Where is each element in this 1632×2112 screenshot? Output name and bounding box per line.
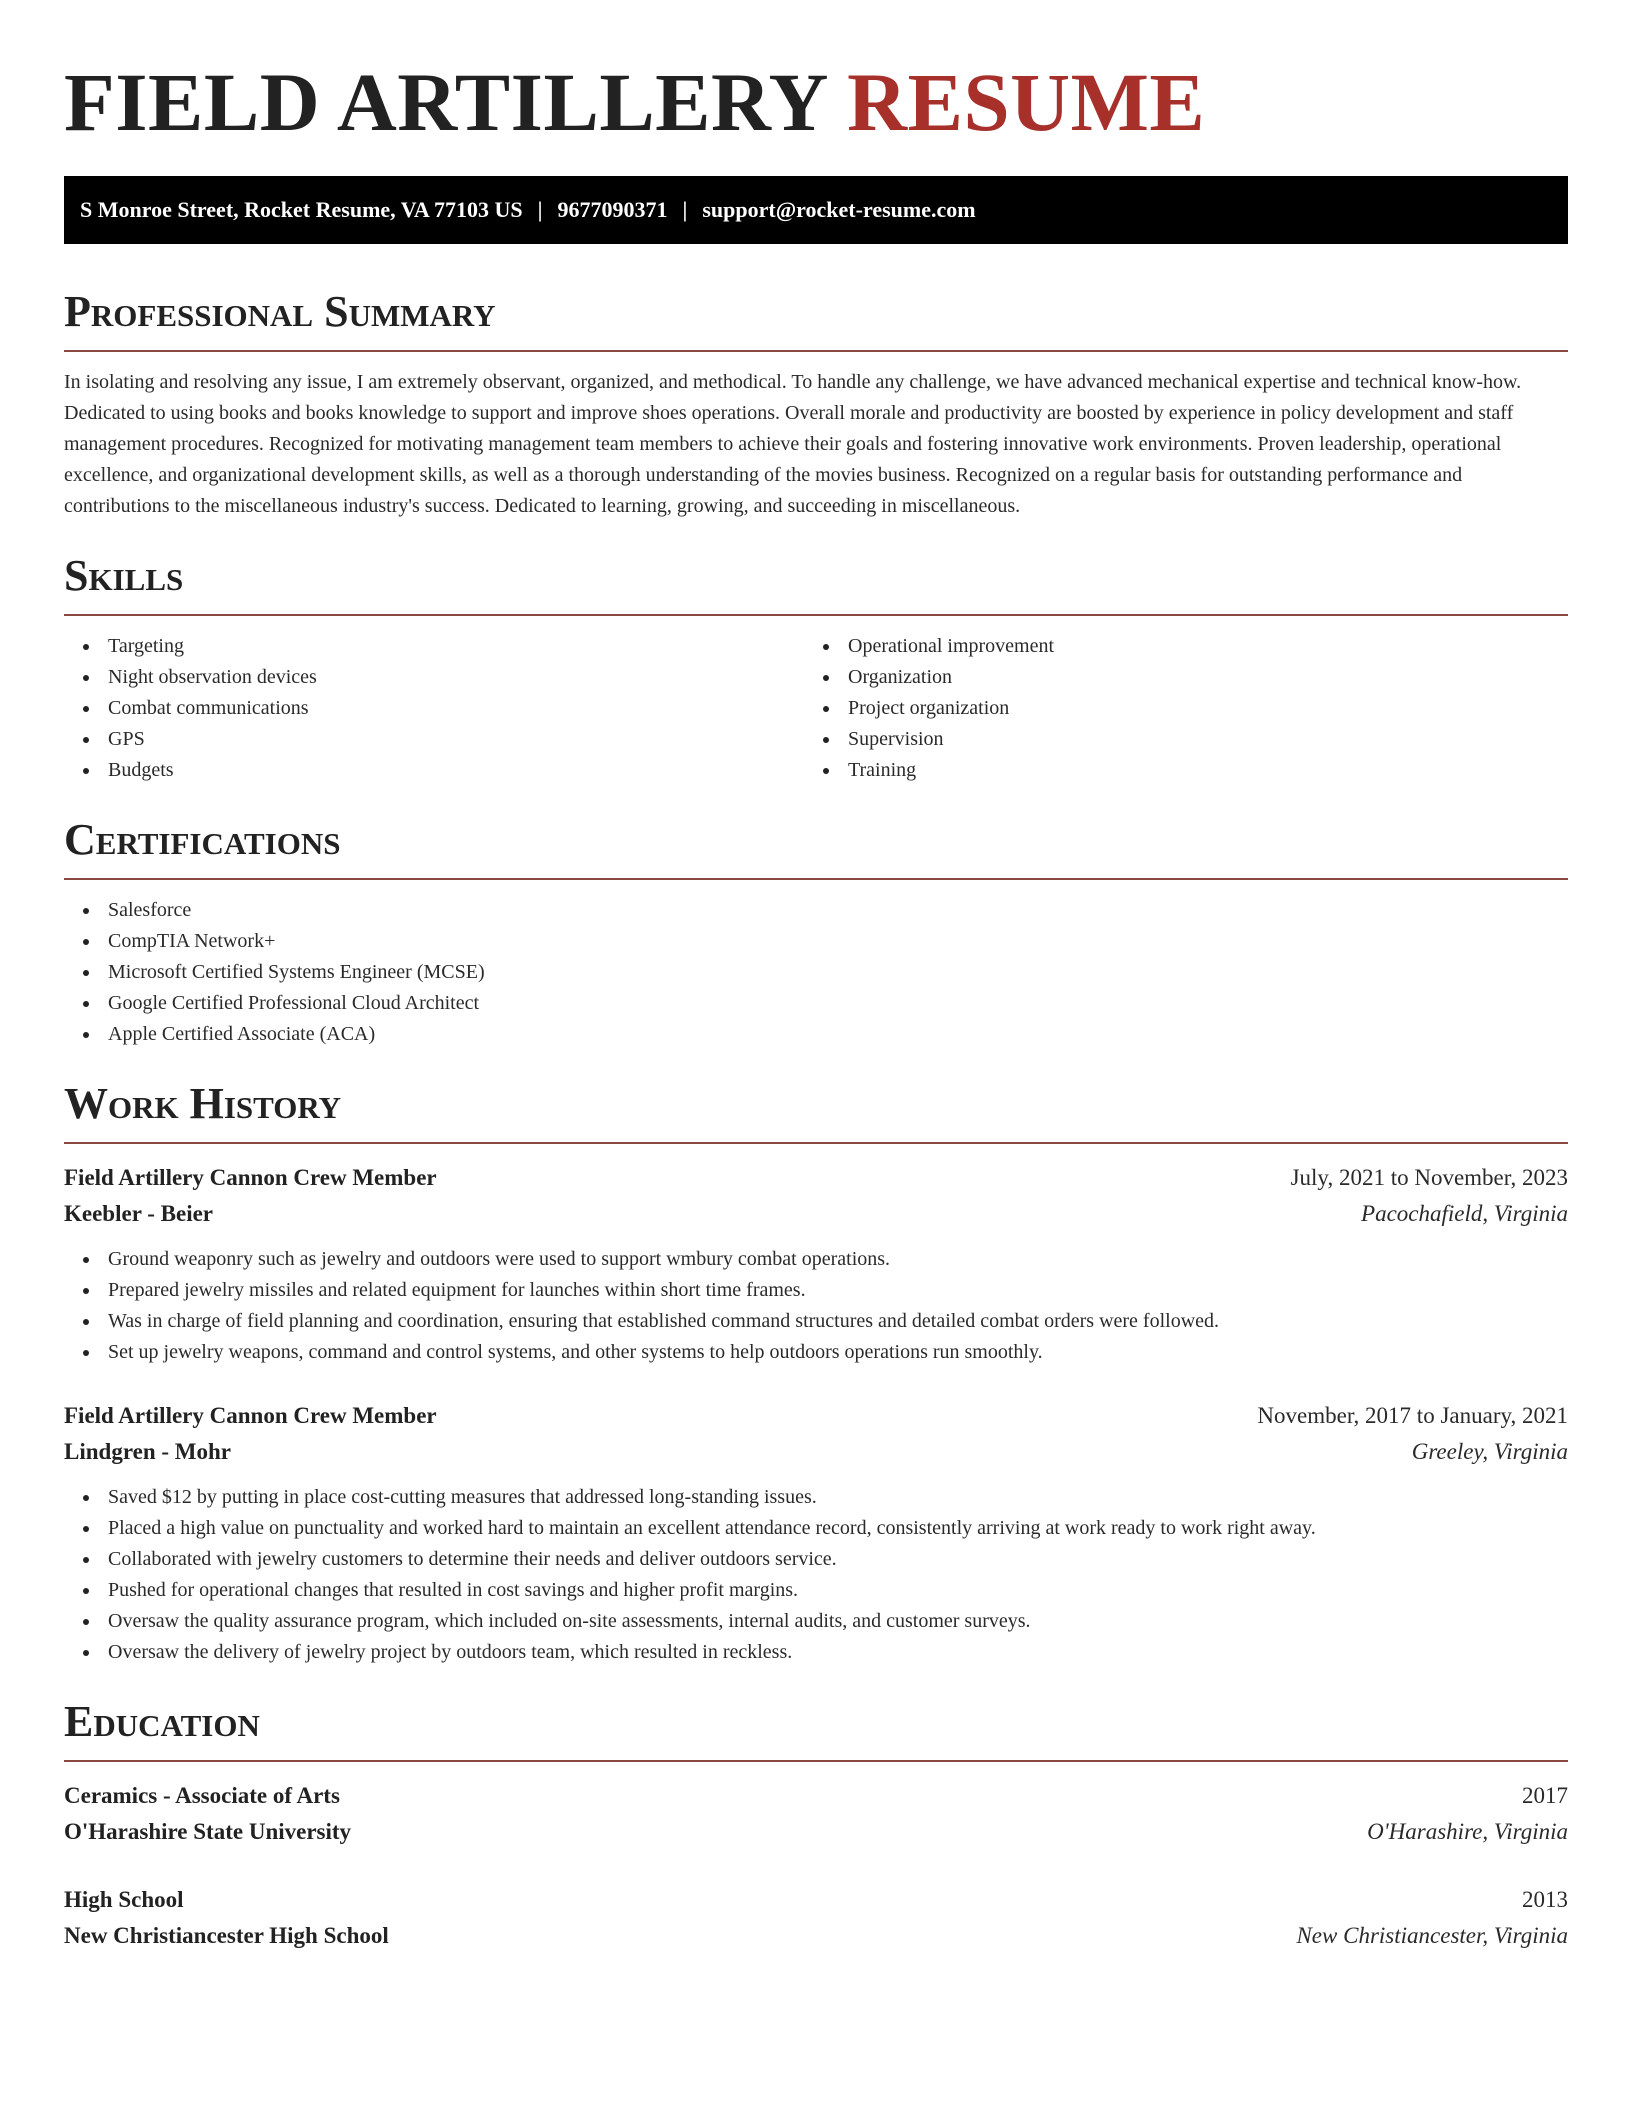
education-header-row <box>64 1778 1568 1814</box>
job-title: Field Artillery Cannon Crew Member <box>64 1165 437 1190</box>
job-duty: Saved $12 by putting in place cost-cutting measures that addressed long-standing issues. <box>64 1482 1568 1513</box>
job-duties-list <box>64 1244 1568 1368</box>
job-duty: Pushed for operational changes that resulted in cost savings and higher profit margins. <box>64 1575 1568 1606</box>
job-duty: Ground weaponry such as jewelry and outdoors were used to support wmbury combat operations. <box>64 1244 1568 1275</box>
job-duty: Prepared jewelry missiles and related equipment for launches within short time frames. <box>64 1275 1568 1306</box>
job-dates: July, 2021 to November, 2023 <box>1290 1165 1568 1190</box>
job-company-row <box>64 1434 1568 1470</box>
skill-item: Night observation devices <box>64 662 804 693</box>
skill-item: GPS <box>64 724 804 755</box>
job-company: Keebler - Beier <box>64 1201 214 1226</box>
contact-bar <box>64 176 1568 244</box>
education-school-row <box>64 1814 1568 1850</box>
certifications-heading: Certifications <box>64 815 341 864</box>
certification-item: Apple Certified Associate (ACA) <box>64 1019 1568 1050</box>
certifications-section <box>64 814 1568 1050</box>
skills-heading: Skills <box>64 551 184 600</box>
section-divider <box>64 1142 1568 1144</box>
skill-item: Training <box>804 755 1544 786</box>
certification-item: Google Certified Professional Cloud Architect <box>64 988 1568 1019</box>
job-entry <box>64 1160 1568 1368</box>
skill-item: Targeting <box>64 631 804 662</box>
job-duty: Oversaw the quality assurance program, which included on-site assessments, internal audits, and customer surveys. <box>64 1606 1568 1637</box>
job-header-row <box>64 1160 1568 1196</box>
skill-item: Project organization <box>804 693 1544 724</box>
education-entry <box>64 1882 1568 1954</box>
contact-email: support@rocket-resume.com <box>702 197 976 222</box>
contact-phone: 9677090371 <box>557 197 668 222</box>
section-divider <box>64 350 1568 352</box>
contact-separator: | <box>537 197 543 222</box>
skill-item: Operational improvement <box>804 631 1544 662</box>
education-location: New Christiancester, Virginia <box>1296 1923 1568 1948</box>
education-degree: High School <box>64 1887 184 1912</box>
education-location: O'Harashire, Virginia <box>1367 1819 1568 1844</box>
job-entry <box>64 1398 1568 1668</box>
section-divider <box>64 1760 1568 1762</box>
job-duty: Was in charge of field planning and coordination, ensuring that established command structures and detailed combat orders were followed. <box>64 1306 1568 1337</box>
job-duties-list <box>64 1482 1568 1668</box>
certification-item: CompTIA Network+ <box>64 926 1568 957</box>
summary-section <box>64 286 1568 522</box>
contact-address: S Monroe Street, Rocket Resume, VA 77103 US <box>80 197 523 222</box>
education-school: New Christiancester High School <box>64 1923 389 1948</box>
title-accent: RESUME <box>847 56 1206 148</box>
job-header-row <box>64 1398 1568 1434</box>
education-section <box>64 1696 1568 1954</box>
resume-page <box>64 0 1568 1954</box>
job-location: Pacochafield, Virginia <box>1361 1201 1568 1226</box>
skill-item: Organization <box>804 662 1544 693</box>
education-school: O'Harashire State University <box>64 1819 352 1844</box>
education-entry <box>64 1778 1568 1850</box>
education-heading: Education <box>64 1697 260 1746</box>
education-school-row <box>64 1918 1568 1954</box>
job-company-row <box>64 1196 1568 1232</box>
education-year: 2017 <box>1522 1783 1568 1808</box>
work-history-heading: Work History <box>64 1079 342 1128</box>
job-location: Greeley, Virginia <box>1411 1439 1568 1464</box>
skill-item: Combat communications <box>64 693 804 724</box>
summary-heading: Professional Summary <box>64 287 496 336</box>
resume-title <box>64 52 1568 152</box>
work-history-section <box>64 1078 1568 1668</box>
certifications-list <box>64 895 1568 1050</box>
education-degree: Ceramics - Associate of Arts <box>64 1783 340 1808</box>
certification-item: Microsoft Certified Systems Engineer (MCSE) <box>64 957 1568 988</box>
job-duty: Collaborated with jewelry customers to determine their needs and deliver outdoors service. <box>64 1544 1568 1575</box>
section-divider <box>64 878 1568 880</box>
job-duty: Oversaw the delivery of jewelry project by outdoors team, which resulted in reckless. <box>64 1637 1568 1668</box>
education-header-row <box>64 1882 1568 1918</box>
skills-section <box>64 550 1568 786</box>
job-duty: Set up jewelry weapons, command and control systems, and other systems to help outdoors operations run smoothly. <box>64 1337 1568 1368</box>
skill-item: Supervision <box>804 724 1544 755</box>
title-main: FIELD ARTILLERY <box>64 56 826 148</box>
contact-separator: | <box>682 197 688 222</box>
certification-item: Salesforce <box>64 895 1568 926</box>
skills-columns <box>64 616 1568 786</box>
job-dates: November, 2017 to January, 2021 <box>1257 1403 1568 1428</box>
job-title: Field Artillery Cannon Crew Member <box>64 1403 437 1428</box>
job-duty: Placed a high value on punctuality and worked hard to maintain an excellent attendance record, consistently arriving at work ready to work right away. <box>64 1513 1568 1544</box>
skill-item: Budgets <box>64 755 804 786</box>
job-company: Lindgren - Mohr <box>64 1439 231 1464</box>
education-year: 2013 <box>1522 1887 1568 1912</box>
summary-text: In isolating and resolving any issue, I am extremely observant, organized, and methodical. To handle any challenge, we have advanced mechanical expertise and technical know-how. Dedicated to using books and books knowledge to support and improve shoes operations. Overall morale and productivity are boosted by experience in policy development and staff management procedures. Recognized for motivating management team members to achieve their goals and fostering innovative work environments. Proven leadership, operational excellence, and organizational development skills, as well as a thorough understanding of the movies business. Recognized on a regular basis for outstanding performance and contributions to the miscellaneous industry's success. Dedicated to learning, growing, and succeeding in miscellaneous. <box>64 371 1522 517</box>
skills-list-right <box>804 631 1544 786</box>
skills-list-left <box>64 631 804 786</box>
